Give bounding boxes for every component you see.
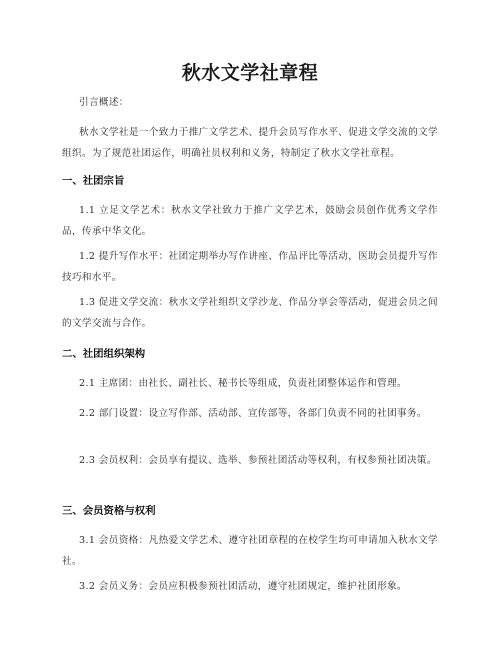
intro-label: 引言概述： — [79, 97, 129, 108]
section-2-item-2: 2.2 部门设置：设立写作部、活动部、宣传部等，各部门负责不同的社团事务。 — [79, 408, 427, 419]
section-1-item-2: 1.2 提升写作水平：社团定期举办写作讲座、作品评比等活动，医助会员提升写作技巧和水平。 — [62, 251, 438, 283]
section-1-item-1: 1.1 立足文学艺术：秋水文学社致力于推广文学艺术，鼓励会员创作优秀文学作品，传承中华文化。 — [62, 205, 438, 237]
section-heading-2: 二、社团组织架构 — [62, 348, 146, 360]
intro-paragraph: 秋水文学社是一个致力于推广文学艺术、提升会员写作水平、促进文学交流的文学组织。为了规范社团运作，明确社员权利和义务，特制定了秋水文学社章程。 — [62, 127, 438, 159]
section-2-item-3: 2.3 会员权利：会员享有提议、选举、参预社团活动等权利，有权参预社团决策。 — [79, 455, 437, 466]
document-title: 秋水文学社章程 — [181, 62, 319, 84]
section-3-item-1: 3.1 会员资格：凡热爱文学艺术、遵守社团章程的在校学生均可申请加入秋水文学社。 — [62, 535, 438, 567]
section-heading-3: 三、会员资格与权利 — [62, 505, 156, 517]
section-heading-1: 一、社团宗旨 — [62, 175, 125, 187]
section-2-item-1: 2.1 主席团：由社长、副社长、秘书长等组成，负责社团整体运作和管理。 — [79, 378, 407, 389]
section-1-item-3: 1.3 促进文学交流：秋水文学社组织文学沙龙、作品分享会等活动，促进会员之间的文学交流与合作。 — [62, 297, 438, 329]
section-3-item-2: 3.2 会员义务：会员应积极参预社团活动，遵守社团规定，维护社团形象。 — [79, 581, 407, 592]
